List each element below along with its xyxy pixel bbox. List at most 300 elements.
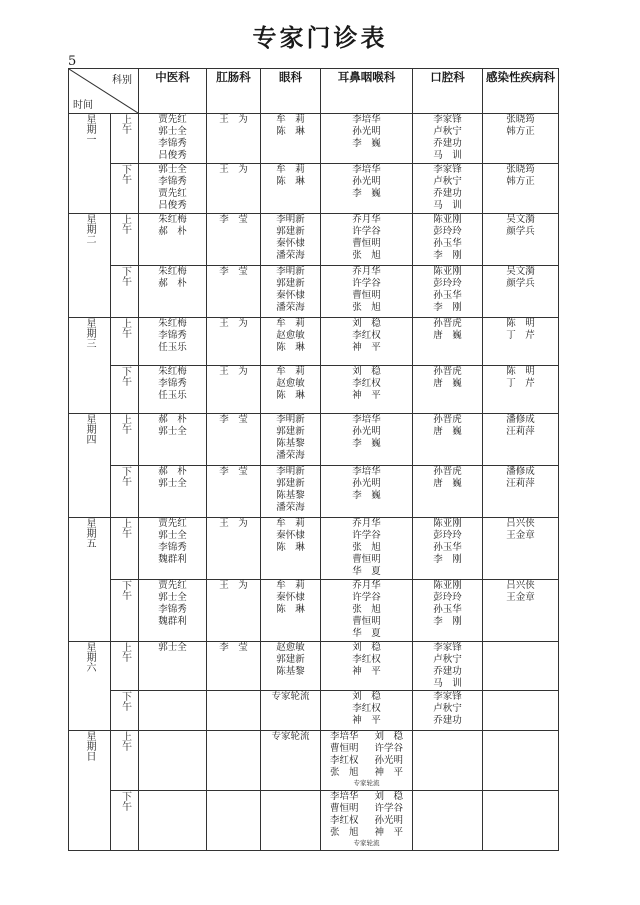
day-label [69, 414, 111, 518]
schedule-cell [413, 518, 483, 580]
dept-header: 口腔科 [413, 69, 483, 114]
doctor-name: 王 为 [219, 318, 248, 329]
schedule-cell [207, 164, 261, 214]
doctor-list [483, 266, 558, 290]
schedule-cell [261, 518, 321, 580]
doctor-name: 唐 巍 [433, 478, 462, 489]
doctor-name: 彭玲玲 [433, 278, 462, 289]
schedule-cell [139, 366, 207, 414]
doctor-list [483, 466, 558, 490]
doctor-name: 张晓筠 [506, 114, 535, 125]
doctor-name: 牟 莉 [276, 518, 305, 529]
schedule-cell [139, 266, 207, 318]
day-text: 星期日 [84, 731, 95, 761]
doctor-list [413, 114, 482, 162]
schedule-cell [483, 466, 559, 518]
doctor-list [413, 580, 482, 628]
doctor-name: 李 刚 [433, 616, 462, 627]
doctor-name: 乔建功 [433, 666, 462, 677]
doctor-name: 彭玲玲 [433, 592, 462, 603]
doctor-name: 乔建功 [433, 138, 462, 149]
doctor-name: 秦怀棣 [276, 238, 305, 249]
dept-header: 中医科 [139, 69, 207, 114]
doctor-name: 牟 莉 [276, 318, 305, 329]
doctor-name: 许学谷 [352, 278, 381, 289]
doctor-name: 李 莹 [219, 266, 248, 277]
doctor-list [207, 214, 260, 226]
doctor-name: 陈亚刚 [433, 518, 462, 529]
period-label [111, 318, 139, 366]
doctor-name: 潘荣海 [276, 250, 305, 261]
schedule-cell [321, 642, 413, 691]
schedule-cell [413, 366, 483, 414]
schedule-cell [483, 318, 559, 366]
doctor-name: 专家轮流 [271, 691, 310, 702]
doctor-name: 颜学兵 [506, 226, 535, 237]
schedule-cell [207, 366, 261, 414]
doctor-list [321, 580, 412, 640]
doctor-name: 郝 朴 [158, 278, 187, 289]
doctor-name: 陈 明 [506, 318, 535, 329]
schedule-cell [207, 414, 261, 466]
doctor-name: 李培华 [352, 466, 381, 477]
schedule-cell [321, 214, 413, 266]
doctor-list [261, 580, 320, 616]
doctor-name: 彭玲玲 [433, 530, 462, 541]
schedule-cell [321, 414, 413, 466]
doctor-list [261, 114, 320, 138]
schedule-cell [321, 164, 413, 214]
doctor-name: 李红权 [352, 330, 381, 341]
day-label [69, 214, 111, 318]
period-label [111, 642, 139, 691]
doctor-name: 吕兴侠 [506, 518, 535, 529]
doctor-name: 张 旭 [329, 767, 359, 778]
period-label [111, 731, 139, 791]
doctor-name: 张 旭 [329, 827, 359, 838]
schedule-cell [207, 580, 261, 642]
schedule-body [69, 114, 559, 851]
day-label [69, 642, 111, 731]
doctor-name: 汪莉萍 [506, 478, 535, 489]
period-text: 上午 [119, 731, 131, 751]
doctor-list [261, 466, 320, 514]
doctor-name: 李 巍 [352, 188, 381, 199]
doctor-name: 郭士全 [158, 530, 187, 541]
doctor-name: 曹恒明 [352, 290, 381, 301]
schedule-cell [139, 414, 207, 466]
doctor-name: 王金章 [506, 592, 535, 603]
doctor-name: 赵愈敏 [276, 378, 305, 389]
doctor-name: 韩方正 [506, 176, 535, 187]
doctor-name: 神 平 [374, 827, 403, 838]
schedule-cell [413, 266, 483, 318]
period-label [111, 691, 139, 731]
doctor-name: 孙晋虎 [433, 414, 462, 425]
schedule-cell [261, 366, 321, 414]
doctor-name: 李 刚 [433, 250, 462, 261]
doctor-list [207, 642, 260, 654]
doctor-name: 李明新 [276, 266, 305, 277]
doctor-name: 潘荣海 [276, 502, 305, 513]
doctor-list [321, 791, 412, 839]
schedule-cell [321, 114, 413, 164]
doctor-name: 吴文漪 [506, 214, 535, 225]
doctor-name: 牟 莉 [276, 580, 305, 591]
doctor-name: 卢秋宁 [433, 126, 462, 137]
schedule-cell [139, 518, 207, 580]
schedule-cell [261, 731, 321, 791]
doctor-name: 郭士全 [158, 426, 187, 437]
doctor-name: 李培华 [329, 731, 359, 742]
period-label [111, 266, 139, 318]
doctor-name: 潘荣海 [276, 450, 305, 461]
doctor-list [207, 366, 260, 378]
doctor-name: 颜学兵 [506, 278, 535, 289]
doctor-name: 陈基黎 [276, 490, 305, 501]
schedule-row [69, 518, 559, 580]
doctor-name: 刘 稳 [352, 691, 381, 702]
schedule-table [68, 68, 559, 851]
doctor-name: 李家锋 [433, 114, 462, 125]
doctor-name: 曹恒明 [329, 803, 359, 814]
schedule-cell [207, 791, 261, 851]
schedule-cell [321, 731, 413, 791]
doctor-name: 马 训 [433, 678, 462, 689]
doctor-list [207, 266, 260, 278]
doctor-list [139, 642, 206, 654]
doctor-name: 李 莹 [219, 414, 248, 425]
period-text: 下午 [119, 580, 131, 600]
doctor-name: 专家轮流 [271, 731, 310, 742]
period-label [111, 366, 139, 414]
doctor-name: 孙光明 [374, 755, 403, 766]
doctor-list [321, 214, 412, 262]
schedule-row [69, 466, 559, 518]
doctor-name: 李锦秀 [158, 138, 187, 149]
schedule-cell [483, 164, 559, 214]
period-label [111, 114, 139, 164]
period-text: 下午 [119, 366, 131, 386]
schedule-row [69, 580, 559, 642]
doctor-name: 曹恒明 [329, 743, 359, 754]
doctor-name: 乔建功 [433, 188, 462, 199]
schedule-cell [483, 642, 559, 691]
doctor-name: 孙光明 [352, 478, 381, 489]
doctor-name: 陈 琳 [276, 390, 305, 401]
doctor-list [139, 318, 206, 354]
doctor-name: 朱红梅 [158, 366, 187, 377]
schedule-cell [139, 466, 207, 518]
doctor-name: 陈 琳 [276, 126, 305, 137]
period-text: 上午 [119, 214, 131, 234]
period-label [111, 518, 139, 580]
doctor-name: 李明新 [276, 414, 305, 425]
doctor-name: 王金章 [506, 530, 535, 541]
doctor-name: 刘 稳 [374, 731, 403, 742]
schedule-cell [261, 114, 321, 164]
corner-time-label: 时间 [73, 100, 93, 111]
doctor-name: 朱红梅 [158, 214, 187, 225]
header-row [69, 69, 559, 114]
doctor-list [483, 214, 558, 238]
schedule-cell [483, 266, 559, 318]
doctor-name: 张 旭 [352, 302, 381, 313]
doctor-name: 郭士全 [158, 642, 187, 653]
doctor-name: 李 巍 [352, 490, 381, 501]
doctor-name: 孙光明 [374, 815, 403, 826]
doctor-list [261, 318, 320, 354]
doctor-name: 李锦秀 [158, 542, 187, 553]
doctor-name: 马 训 [433, 150, 462, 161]
page-title: 专家门诊表 [252, 24, 388, 52]
dept-header: 耳鼻咽喉科 [321, 69, 413, 114]
schedule-cell [413, 791, 483, 851]
schedule-cell [483, 518, 559, 580]
doctor-name: 孙光明 [352, 426, 381, 437]
doctor-name: 秦怀棣 [276, 290, 305, 301]
doctor-name: 魏群利 [158, 616, 187, 627]
schedule-cell [321, 580, 413, 642]
doctor-name: 孙晋虎 [433, 366, 462, 377]
doctor-name: 神 平 [352, 342, 381, 353]
schedule-cell [139, 731, 207, 791]
doctor-list [321, 164, 412, 200]
doctor-name: 潘修成 [506, 466, 535, 477]
doctor-name: 乔月华 [352, 580, 381, 591]
schedule-cell [321, 791, 413, 851]
doctor-name: 李锦秀 [158, 176, 187, 187]
period-text: 上午 [119, 414, 131, 434]
doctor-name: 刘 稳 [352, 318, 381, 329]
day-label [69, 518, 111, 642]
doctor-name: 陈基黎 [276, 666, 305, 677]
doctor-name: 郭建新 [276, 226, 305, 237]
doctor-name: 郝 朴 [158, 466, 187, 477]
doctor-name: 李锦秀 [158, 378, 187, 389]
doctor-name: 潘荣海 [276, 302, 305, 313]
schedule-cell [261, 318, 321, 366]
doctor-list [261, 518, 320, 554]
doctor-list [321, 466, 412, 502]
doctor-name: 王 为 [219, 114, 248, 125]
schedule-cell [413, 164, 483, 214]
period-text: 上午 [119, 318, 131, 338]
schedule-cell [413, 580, 483, 642]
doctor-name: 李家锋 [433, 642, 462, 653]
dept-header: 肛肠科 [207, 69, 261, 114]
doctor-name: 李明新 [276, 214, 305, 225]
doctor-name: 李 刚 [433, 302, 462, 313]
doctor-name: 王 为 [219, 164, 248, 175]
schedule-cell [207, 731, 261, 791]
doctor-name: 李 莹 [219, 642, 248, 653]
doctor-name: 陈 琳 [276, 342, 305, 353]
doctor-list [483, 580, 558, 604]
dept-header: 眼科 [261, 69, 321, 114]
doctor-name: 郭士全 [158, 164, 187, 175]
doctor-list [261, 164, 320, 188]
schedule-cell [413, 114, 483, 164]
doctor-list [321, 731, 412, 779]
doctor-name: 李明新 [276, 466, 305, 477]
doctor-name: 王 为 [219, 366, 248, 377]
schedule-cell [139, 791, 207, 851]
doctor-name: 曹恒明 [352, 554, 381, 565]
schedule-cell [483, 414, 559, 466]
page-number: 5 [68, 54, 77, 69]
doctor-name: 李 巍 [352, 438, 381, 449]
schedule-cell [321, 518, 413, 580]
doctor-list [413, 164, 482, 212]
doctor-name: 吕兴侠 [506, 580, 535, 591]
doctor-name: 郭士全 [158, 126, 187, 137]
schedule-cell [207, 518, 261, 580]
period-text: 上午 [119, 642, 131, 662]
schedule-cell [413, 318, 483, 366]
schedule-cell [321, 691, 413, 731]
day-text: 星期五 [84, 518, 95, 548]
doctor-name: 郭建新 [276, 654, 305, 665]
schedule-cell [413, 731, 483, 791]
doctor-list [207, 164, 260, 176]
doctor-list [321, 642, 412, 678]
schedule-cell [261, 466, 321, 518]
doctor-list [207, 466, 260, 478]
doctor-name: 李 刚 [433, 554, 462, 565]
doctor-list [413, 691, 482, 727]
doctor-name: 李 巍 [352, 138, 381, 149]
schedule-cell [261, 580, 321, 642]
doctor-name: 陈 明 [506, 366, 535, 377]
doctor-name: 唐 巍 [433, 426, 462, 437]
doctor-name: 赵愈敏 [276, 330, 305, 341]
schedule-cell [321, 466, 413, 518]
doctor-name: 王 为 [219, 580, 248, 591]
doctor-name: 牟 莉 [276, 366, 305, 377]
doctor-list [139, 366, 206, 402]
schedule-cell [413, 691, 483, 731]
doctor-name: 马 训 [433, 200, 462, 211]
doctor-name: 李红权 [352, 378, 381, 389]
period-label [111, 214, 139, 266]
schedule-cell [261, 414, 321, 466]
doctor-list [483, 518, 558, 542]
doctor-list [139, 214, 206, 238]
doctor-list [413, 642, 482, 690]
schedule-cell [261, 164, 321, 214]
doctor-name: 许学谷 [352, 226, 381, 237]
doctor-name: 汪莉萍 [506, 426, 535, 437]
doctor-name: 卢秋宁 [433, 654, 462, 665]
doctor-name: 贾先红 [158, 188, 187, 199]
doctor-name: 秦怀棣 [276, 530, 305, 541]
doctor-name: 郝 朴 [158, 414, 187, 425]
doctor-name: 牟 莉 [276, 114, 305, 125]
doctor-name: 张 旭 [352, 250, 381, 261]
doctor-name: 李红权 [329, 815, 359, 826]
schedule-row [69, 642, 559, 691]
period-label [111, 164, 139, 214]
doctor-name: 乔月华 [352, 518, 381, 529]
doctor-name: 陈 琳 [276, 176, 305, 187]
doctor-name: 曹恒明 [352, 616, 381, 627]
doctor-list [139, 580, 206, 628]
schedule-cell [207, 642, 261, 691]
doctor-list [261, 691, 320, 703]
day-text: 星期三 [84, 318, 95, 348]
doctor-name: 乔月华 [352, 214, 381, 225]
doctor-name: 彭玲玲 [433, 226, 462, 237]
doctor-name: 潘修成 [506, 414, 535, 425]
doctor-name: 乔建功 [433, 715, 462, 726]
doctor-name: 孙玉华 [433, 542, 462, 553]
doctor-list [413, 318, 482, 342]
doctor-list [321, 414, 412, 450]
doctor-name: 朱红梅 [158, 318, 187, 329]
doctor-name: 李 莹 [219, 214, 248, 225]
doctor-name: 韩方正 [506, 126, 535, 137]
doctor-list [207, 114, 260, 126]
schedule-row [69, 318, 559, 366]
period-text: 下午 [119, 164, 131, 184]
period-text: 下午 [119, 691, 131, 711]
doctor-name: 神 平 [352, 666, 381, 677]
doctor-name: 曹恒明 [352, 238, 381, 249]
doctor-list [321, 114, 412, 150]
doctor-name: 李家锋 [433, 164, 462, 175]
period-text: 下午 [119, 791, 131, 811]
doctor-list [207, 518, 260, 530]
doctor-name: 王 为 [219, 518, 248, 529]
doctor-name: 孙玉华 [433, 604, 462, 615]
schedule-cell [413, 414, 483, 466]
doctor-name: 任玉乐 [158, 342, 187, 353]
period-label [111, 414, 139, 466]
doctor-name: 张 旭 [352, 604, 381, 615]
rotation-note: 专家轮流 [353, 839, 380, 847]
doctor-name: 赵愈敏 [276, 642, 305, 653]
day-label [69, 318, 111, 414]
doctor-list [483, 114, 558, 138]
doctor-name: 卢秋宁 [433, 703, 462, 714]
schedule-cell [139, 164, 207, 214]
doctor-list [321, 366, 412, 402]
doctor-name: 孙光明 [352, 176, 381, 187]
schedule-cell [321, 318, 413, 366]
doctor-list [261, 642, 320, 678]
doctor-list [261, 266, 320, 314]
day-text: 星期二 [84, 214, 95, 244]
schedule-row [69, 791, 559, 851]
doctor-name: 孙玉华 [433, 290, 462, 301]
doctor-list [321, 691, 412, 727]
doctor-name: 李培华 [329, 791, 359, 802]
doctor-name: 朱红梅 [158, 266, 187, 277]
doctor-list [321, 318, 412, 354]
dept-header: 感染性疾病科 [483, 69, 559, 114]
doctor-name: 张 旭 [352, 542, 381, 553]
doctor-name: 陈 琳 [276, 542, 305, 553]
doctor-name: 吕俊秀 [158, 200, 187, 211]
schedule-cell [483, 580, 559, 642]
schedule-cell [207, 214, 261, 266]
doctor-list [413, 518, 482, 566]
schedule-cell [207, 266, 261, 318]
doctor-name: 孙晋虎 [433, 466, 462, 477]
schedule-cell [139, 642, 207, 691]
doctor-name: 刘 稳 [352, 642, 381, 653]
